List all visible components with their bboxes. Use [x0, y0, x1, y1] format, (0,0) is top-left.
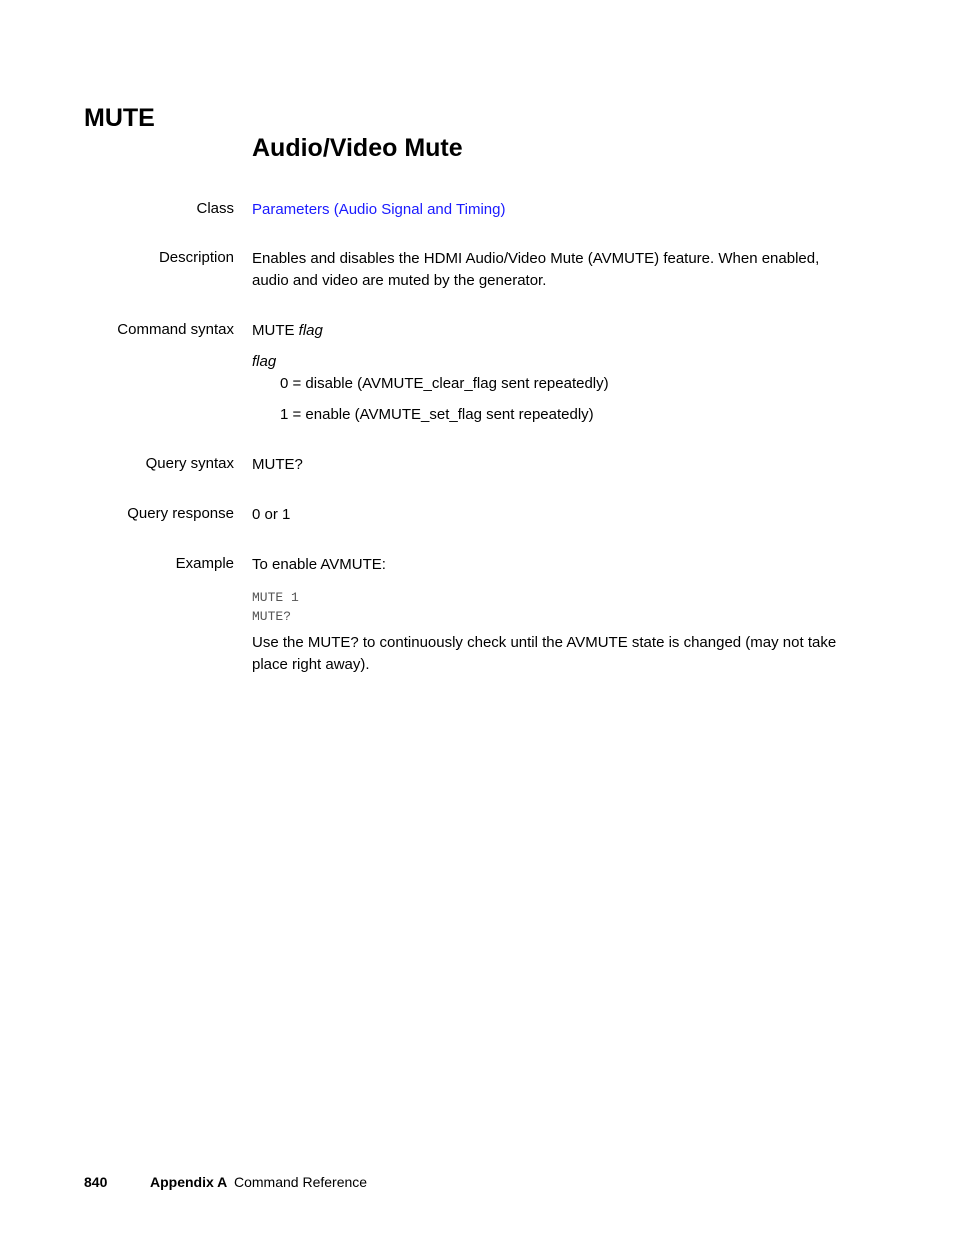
command-syntax-cmd: MUTE: [252, 322, 295, 339]
param-option-0: 0 = disable (AVMUTE_clear_flag sent repeatedly): [280, 375, 609, 392]
example-note-line-1: Use the MUTE? to continuously check until the AVMUTE state is changed (may not take: [252, 634, 837, 651]
description-label: Description: [158, 249, 234, 266]
example-label: Example: [175, 555, 234, 572]
description-line-1: Enables and disables the HDMI Audio/Video Mute (AVMUTE) feature. When enabled,: [252, 250, 820, 267]
example-note-line-2: place right away).: [252, 656, 370, 673]
example-code: [252, 588, 872, 626]
query-response-value: 0 or 1: [252, 506, 291, 523]
query-syntax-value: MUTE?: [252, 456, 303, 473]
page-title: Audio/Video Mute: [252, 134, 463, 162]
class-label: Class: [196, 200, 234, 217]
description-text: [252, 248, 872, 292]
page-number: 840: [84, 1174, 108, 1190]
command-syntax-param: flag: [298, 322, 323, 339]
command-syntax-label: Command syntax: [117, 321, 234, 338]
command-syntax-value: [252, 320, 872, 342]
example-intro: To enable AVMUTE:: [252, 556, 386, 573]
param-option-1: 1 = enable (AVMUTE_set_flag sent repeatedly): [280, 406, 594, 423]
query-syntax-label: Query syntax: [145, 455, 234, 472]
param-heading-text: flag: [252, 353, 277, 370]
footer-appendix: Appendix A: [150, 1174, 228, 1190]
query-response-label: Query response: [127, 505, 234, 522]
example-code-line-2: MUTE?: [252, 609, 292, 624]
example-code-line-1: MUTE 1: [252, 590, 299, 605]
description-line-2: audio and video are muted by the generator.: [252, 272, 547, 289]
class-link[interactable]: Parameters (Audio Signal and Timing): [252, 201, 506, 218]
example-note: [252, 632, 872, 676]
param-heading: [252, 351, 872, 373]
command-name: MUTE: [84, 104, 155, 132]
footer-section: Command Reference: [234, 1174, 368, 1190]
